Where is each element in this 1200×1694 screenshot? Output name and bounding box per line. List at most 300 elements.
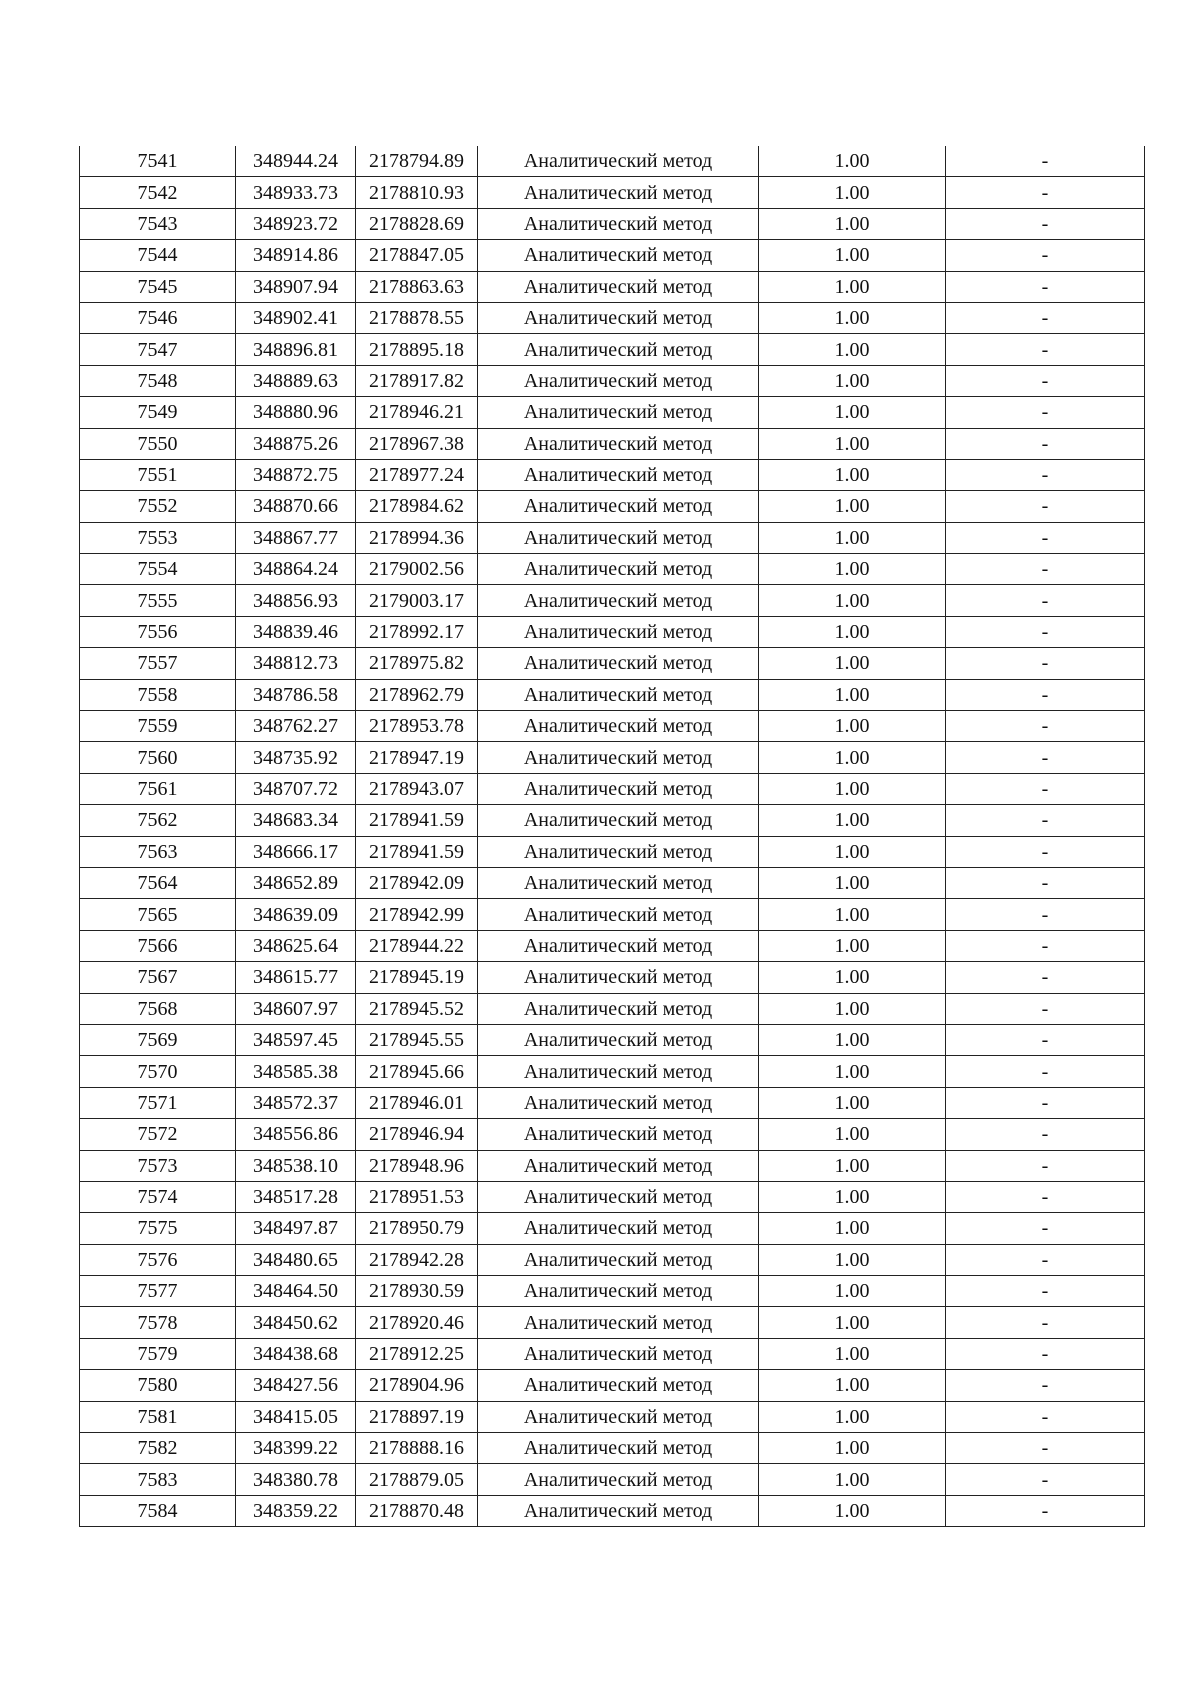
method-cell: Аналитический метод [478, 428, 759, 459]
method-cell: Аналитический метод [478, 554, 759, 585]
table-row [80, 836, 1145, 867]
method-cell: Аналитический метод [478, 805, 759, 836]
y-coordinate-cell: 2178895.18 [356, 334, 478, 365]
accuracy-cell: 1.00 [759, 648, 946, 679]
description-cell: - [946, 208, 1145, 239]
table-row [80, 899, 1145, 930]
y-coordinate-cell: 2178828.69 [356, 208, 478, 239]
y-coordinate-cell: 2178941.59 [356, 836, 478, 867]
point-number-cell: 7576 [80, 1244, 236, 1275]
x-coordinate-cell: 348415.05 [236, 1401, 356, 1432]
description-cell: - [946, 1401, 1145, 1432]
description-cell: - [946, 240, 1145, 271]
x-coordinate-cell: 348683.34 [236, 805, 356, 836]
table-row [80, 930, 1145, 961]
method-cell: Аналитический метод [478, 240, 759, 271]
point-number-cell: 7565 [80, 899, 236, 930]
y-coordinate-cell: 2178941.59 [356, 805, 478, 836]
description-cell: - [946, 1370, 1145, 1401]
description-cell: - [946, 616, 1145, 647]
description-cell: - [946, 146, 1145, 177]
accuracy-cell: 1.00 [759, 899, 946, 930]
method-cell: Аналитический метод [478, 867, 759, 898]
point-number-cell: 7564 [80, 867, 236, 898]
table-row [80, 1024, 1145, 1055]
point-number-cell: 7549 [80, 397, 236, 428]
method-cell: Аналитический метод [478, 1495, 759, 1526]
accuracy-cell: 1.00 [759, 1495, 946, 1526]
y-coordinate-cell: 2178962.79 [356, 679, 478, 710]
x-coordinate-cell: 348464.50 [236, 1276, 356, 1307]
point-number-cell: 7547 [80, 334, 236, 365]
x-coordinate-cell: 348625.64 [236, 930, 356, 961]
y-coordinate-cell: 2178942.99 [356, 899, 478, 930]
accuracy-cell: 1.00 [759, 867, 946, 898]
point-number-cell: 7582 [80, 1433, 236, 1464]
x-coordinate-cell: 348735.92 [236, 742, 356, 773]
point-number-cell: 7552 [80, 491, 236, 522]
accuracy-cell: 1.00 [759, 836, 946, 867]
y-coordinate-cell: 2178943.07 [356, 773, 478, 804]
x-coordinate-cell: 348902.41 [236, 302, 356, 333]
point-number-cell: 7557 [80, 648, 236, 679]
y-coordinate-cell: 2178942.28 [356, 1244, 478, 1275]
point-number-cell: 7543 [80, 208, 236, 239]
y-coordinate-cell: 2178946.21 [356, 397, 478, 428]
point-number-cell: 7573 [80, 1150, 236, 1181]
x-coordinate-cell: 348923.72 [236, 208, 356, 239]
table-row [80, 993, 1145, 1024]
table-row [80, 773, 1145, 804]
x-coordinate-cell: 348880.96 [236, 397, 356, 428]
method-cell: Аналитический метод [478, 836, 759, 867]
y-coordinate-cell: 2179002.56 [356, 554, 478, 585]
table-row [80, 177, 1145, 208]
point-number-cell: 7545 [80, 271, 236, 302]
point-number-cell: 7551 [80, 459, 236, 490]
description-cell: - [946, 742, 1145, 773]
x-coordinate-cell: 348875.26 [236, 428, 356, 459]
table-row [80, 1213, 1145, 1244]
point-number-cell: 7572 [80, 1119, 236, 1150]
method-cell: Аналитический метод [478, 1213, 759, 1244]
method-cell: Аналитический метод [478, 302, 759, 333]
accuracy-cell: 1.00 [759, 1307, 946, 1338]
method-cell: Аналитический метод [478, 711, 759, 742]
x-coordinate-cell: 348399.22 [236, 1433, 356, 1464]
accuracy-cell: 1.00 [759, 930, 946, 961]
description-cell: - [946, 836, 1145, 867]
accuracy-cell: 1.00 [759, 1181, 946, 1212]
point-number-cell: 7560 [80, 742, 236, 773]
description-cell: - [946, 491, 1145, 522]
x-coordinate-cell: 348889.63 [236, 365, 356, 396]
method-cell: Аналитический метод [478, 522, 759, 553]
table-row [80, 491, 1145, 522]
description-cell: - [946, 773, 1145, 804]
description-cell: - [946, 1119, 1145, 1150]
accuracy-cell: 1.00 [759, 1370, 946, 1401]
y-coordinate-cell: 2178897.19 [356, 1401, 478, 1432]
x-coordinate-cell: 348639.09 [236, 899, 356, 930]
point-number-cell: 7575 [80, 1213, 236, 1244]
method-cell: Аналитический метод [478, 962, 759, 993]
description-cell: - [946, 365, 1145, 396]
y-coordinate-cell: 2178912.25 [356, 1338, 478, 1369]
y-coordinate-cell: 2178945.55 [356, 1024, 478, 1055]
table-row [80, 1338, 1145, 1369]
y-coordinate-cell: 2178878.55 [356, 302, 478, 333]
x-coordinate-cell: 348707.72 [236, 773, 356, 804]
accuracy-cell: 1.00 [759, 616, 946, 647]
y-coordinate-cell: 2178904.96 [356, 1370, 478, 1401]
method-cell: Аналитический метод [478, 679, 759, 710]
x-coordinate-cell: 348812.73 [236, 648, 356, 679]
y-coordinate-cell: 2178930.59 [356, 1276, 478, 1307]
coordinates-table-body [80, 146, 1145, 1527]
x-coordinate-cell: 348872.75 [236, 459, 356, 490]
point-number-cell: 7574 [80, 1181, 236, 1212]
description-cell: - [946, 1181, 1145, 1212]
x-coordinate-cell: 348438.68 [236, 1338, 356, 1369]
point-number-cell: 7554 [80, 554, 236, 585]
accuracy-cell: 1.00 [759, 1401, 946, 1432]
point-number-cell: 7555 [80, 585, 236, 616]
x-coordinate-cell: 348380.78 [236, 1464, 356, 1495]
accuracy-cell: 1.00 [759, 240, 946, 271]
point-number-cell: 7562 [80, 805, 236, 836]
point-number-cell: 7548 [80, 365, 236, 396]
description-cell: - [946, 1150, 1145, 1181]
y-coordinate-cell: 2178950.79 [356, 1213, 478, 1244]
method-cell: Аналитический метод [478, 1464, 759, 1495]
description-cell: - [946, 962, 1145, 993]
y-coordinate-cell: 2178863.63 [356, 271, 478, 302]
method-cell: Аналитический метод [478, 930, 759, 961]
description-cell: - [946, 397, 1145, 428]
point-number-cell: 7550 [80, 428, 236, 459]
point-number-cell: 7558 [80, 679, 236, 710]
table-row [80, 742, 1145, 773]
table-row [80, 334, 1145, 365]
point-number-cell: 7571 [80, 1087, 236, 1118]
table-row [80, 302, 1145, 333]
accuracy-cell: 1.00 [759, 1464, 946, 1495]
x-coordinate-cell: 348480.65 [236, 1244, 356, 1275]
description-cell: - [946, 1307, 1145, 1338]
accuracy-cell: 1.00 [759, 805, 946, 836]
table-row [80, 616, 1145, 647]
method-cell: Аналитический метод [478, 1433, 759, 1464]
table-row [80, 208, 1145, 239]
y-coordinate-cell: 2178948.96 [356, 1150, 478, 1181]
point-number-cell: 7584 [80, 1495, 236, 1526]
accuracy-cell: 1.00 [759, 962, 946, 993]
accuracy-cell: 1.00 [759, 554, 946, 585]
table-row [80, 428, 1145, 459]
x-coordinate-cell: 348497.87 [236, 1213, 356, 1244]
y-coordinate-cell: 2178946.01 [356, 1087, 478, 1118]
point-number-cell: 7546 [80, 302, 236, 333]
table-row [80, 867, 1145, 898]
description-cell: - [946, 554, 1145, 585]
description-cell: - [946, 1087, 1145, 1118]
y-coordinate-cell: 2179003.17 [356, 585, 478, 616]
y-coordinate-cell: 2178984.62 [356, 491, 478, 522]
x-coordinate-cell: 348652.89 [236, 867, 356, 898]
accuracy-cell: 1.00 [759, 1119, 946, 1150]
x-coordinate-cell: 348762.27 [236, 711, 356, 742]
y-coordinate-cell: 2178977.24 [356, 459, 478, 490]
y-coordinate-cell: 2178942.09 [356, 867, 478, 898]
method-cell: Аналитический метод [478, 1181, 759, 1212]
table-row [80, 679, 1145, 710]
table-row [80, 271, 1145, 302]
x-coordinate-cell: 348786.58 [236, 679, 356, 710]
x-coordinate-cell: 348597.45 [236, 1024, 356, 1055]
x-coordinate-cell: 348933.73 [236, 177, 356, 208]
description-cell: - [946, 585, 1145, 616]
method-cell: Аналитический метод [478, 177, 759, 208]
accuracy-cell: 1.00 [759, 1024, 946, 1055]
x-coordinate-cell: 348867.77 [236, 522, 356, 553]
x-coordinate-cell: 348359.22 [236, 1495, 356, 1526]
method-cell: Аналитический метод [478, 773, 759, 804]
x-coordinate-cell: 348572.37 [236, 1087, 356, 1118]
x-coordinate-cell: 348864.24 [236, 554, 356, 585]
method-cell: Аналитический метод [478, 648, 759, 679]
point-number-cell: 7563 [80, 836, 236, 867]
table-row [80, 1464, 1145, 1495]
accuracy-cell: 1.00 [759, 491, 946, 522]
description-cell: - [946, 1056, 1145, 1087]
description-cell: - [946, 1213, 1145, 1244]
table-row [80, 365, 1145, 396]
accuracy-cell: 1.00 [759, 177, 946, 208]
x-coordinate-cell: 348907.94 [236, 271, 356, 302]
description-cell: - [946, 1338, 1145, 1369]
y-coordinate-cell: 2178975.82 [356, 648, 478, 679]
method-cell: Аналитический метод [478, 1338, 759, 1369]
method-cell: Аналитический метод [478, 1307, 759, 1338]
accuracy-cell: 1.00 [759, 1338, 946, 1369]
x-coordinate-cell: 348896.81 [236, 334, 356, 365]
accuracy-cell: 1.00 [759, 146, 946, 177]
table-row [80, 1119, 1145, 1150]
y-coordinate-cell: 2178953.78 [356, 711, 478, 742]
accuracy-cell: 1.00 [759, 711, 946, 742]
table-row [80, 805, 1145, 836]
accuracy-cell: 1.00 [759, 585, 946, 616]
accuracy-cell: 1.00 [759, 365, 946, 396]
method-cell: Аналитический метод [478, 1370, 759, 1401]
description-cell: - [946, 805, 1145, 836]
point-number-cell: 7570 [80, 1056, 236, 1087]
accuracy-cell: 1.00 [759, 993, 946, 1024]
method-cell: Аналитический метод [478, 585, 759, 616]
description-cell: - [946, 867, 1145, 898]
table-row [80, 962, 1145, 993]
method-cell: Аналитический метод [478, 1401, 759, 1432]
y-coordinate-cell: 2178945.19 [356, 962, 478, 993]
method-cell: Аналитический метод [478, 616, 759, 647]
point-number-cell: 7559 [80, 711, 236, 742]
method-cell: Аналитический метод [478, 271, 759, 302]
table-row [80, 1495, 1145, 1526]
accuracy-cell: 1.00 [759, 428, 946, 459]
table-row [80, 648, 1145, 679]
point-number-cell: 7556 [80, 616, 236, 647]
method-cell: Аналитический метод [478, 742, 759, 773]
method-cell: Аналитический метод [478, 334, 759, 365]
point-number-cell: 7578 [80, 1307, 236, 1338]
method-cell: Аналитический метод [478, 1150, 759, 1181]
x-coordinate-cell: 348839.46 [236, 616, 356, 647]
y-coordinate-cell: 2178810.93 [356, 177, 478, 208]
accuracy-cell: 1.00 [759, 1213, 946, 1244]
description-cell: - [946, 899, 1145, 930]
y-coordinate-cell: 2178847.05 [356, 240, 478, 271]
accuracy-cell: 1.00 [759, 334, 946, 365]
point-number-cell: 7561 [80, 773, 236, 804]
y-coordinate-cell: 2178870.48 [356, 1495, 478, 1526]
y-coordinate-cell: 2178967.38 [356, 428, 478, 459]
method-cell: Аналитический метод [478, 1024, 759, 1055]
x-coordinate-cell: 348870.66 [236, 491, 356, 522]
method-cell: Аналитический метод [478, 1119, 759, 1150]
accuracy-cell: 1.00 [759, 1244, 946, 1275]
y-coordinate-cell: 2178946.94 [356, 1119, 478, 1150]
y-coordinate-cell: 2178947.19 [356, 742, 478, 773]
accuracy-cell: 1.00 [759, 271, 946, 302]
table-row [80, 1056, 1145, 1087]
x-coordinate-cell: 348615.77 [236, 962, 356, 993]
point-number-cell: 7541 [80, 146, 236, 177]
table-row [80, 1150, 1145, 1181]
accuracy-cell: 1.00 [759, 397, 946, 428]
y-coordinate-cell: 2178944.22 [356, 930, 478, 961]
table-row [80, 554, 1145, 585]
y-coordinate-cell: 2178917.82 [356, 365, 478, 396]
table-row [80, 1370, 1145, 1401]
point-number-cell: 7553 [80, 522, 236, 553]
accuracy-cell: 1.00 [759, 679, 946, 710]
table-row [80, 459, 1145, 490]
description-cell: - [946, 177, 1145, 208]
table-row [80, 1244, 1145, 1275]
accuracy-cell: 1.00 [759, 1276, 946, 1307]
method-cell: Аналитический метод [478, 146, 759, 177]
table-row [80, 146, 1145, 177]
y-coordinate-cell: 2178879.05 [356, 1464, 478, 1495]
description-cell: - [946, 930, 1145, 961]
description-cell: - [946, 1495, 1145, 1526]
accuracy-cell: 1.00 [759, 302, 946, 333]
y-coordinate-cell: 2178920.46 [356, 1307, 478, 1338]
method-cell: Аналитический метод [478, 1056, 759, 1087]
description-cell: - [946, 993, 1145, 1024]
accuracy-cell: 1.00 [759, 1150, 946, 1181]
method-cell: Аналитический метод [478, 459, 759, 490]
point-number-cell: 7583 [80, 1464, 236, 1495]
y-coordinate-cell: 2178994.36 [356, 522, 478, 553]
accuracy-cell: 1.00 [759, 459, 946, 490]
point-number-cell: 7566 [80, 930, 236, 961]
point-number-cell: 7569 [80, 1024, 236, 1055]
table-row [80, 1087, 1145, 1118]
table-row [80, 1401, 1145, 1432]
table-row [80, 585, 1145, 616]
description-cell: - [946, 428, 1145, 459]
description-cell: - [946, 459, 1145, 490]
method-cell: Аналитический метод [478, 1087, 759, 1118]
description-cell: - [946, 1433, 1145, 1464]
x-coordinate-cell: 348944.24 [236, 146, 356, 177]
y-coordinate-cell: 2178945.66 [356, 1056, 478, 1087]
accuracy-cell: 1.00 [759, 773, 946, 804]
description-cell: - [946, 1464, 1145, 1495]
table-row [80, 1307, 1145, 1338]
description-cell: - [946, 648, 1145, 679]
accuracy-cell: 1.00 [759, 1087, 946, 1118]
point-number-cell: 7567 [80, 962, 236, 993]
description-cell: - [946, 271, 1145, 302]
y-coordinate-cell: 2178888.16 [356, 1433, 478, 1464]
x-coordinate-cell: 348556.86 [236, 1119, 356, 1150]
x-coordinate-cell: 348856.93 [236, 585, 356, 616]
x-coordinate-cell: 348538.10 [236, 1150, 356, 1181]
method-cell: Аналитический метод [478, 899, 759, 930]
x-coordinate-cell: 348427.56 [236, 1370, 356, 1401]
table-row [80, 711, 1145, 742]
coordinates-table [79, 146, 1145, 1527]
point-number-cell: 7577 [80, 1276, 236, 1307]
table-row [80, 1181, 1145, 1212]
table-row [80, 1276, 1145, 1307]
accuracy-cell: 1.00 [759, 1056, 946, 1087]
description-cell: - [946, 302, 1145, 333]
point-number-cell: 7568 [80, 993, 236, 1024]
x-coordinate-cell: 348450.62 [236, 1307, 356, 1338]
point-number-cell: 7579 [80, 1338, 236, 1369]
table-row [80, 522, 1145, 553]
point-number-cell: 7581 [80, 1401, 236, 1432]
x-coordinate-cell: 348585.38 [236, 1056, 356, 1087]
method-cell: Аналитический метод [478, 1244, 759, 1275]
method-cell: Аналитический метод [478, 491, 759, 522]
table-row [80, 397, 1145, 428]
point-number-cell: 7542 [80, 177, 236, 208]
x-coordinate-cell: 348914.86 [236, 240, 356, 271]
accuracy-cell: 1.00 [759, 1433, 946, 1464]
point-number-cell: 7544 [80, 240, 236, 271]
description-cell: - [946, 1244, 1145, 1275]
x-coordinate-cell: 348607.97 [236, 993, 356, 1024]
accuracy-cell: 1.00 [759, 208, 946, 239]
method-cell: Аналитический метод [478, 397, 759, 428]
accuracy-cell: 1.00 [759, 522, 946, 553]
accuracy-cell: 1.00 [759, 742, 946, 773]
description-cell: - [946, 522, 1145, 553]
y-coordinate-cell: 2178951.53 [356, 1181, 478, 1212]
method-cell: Аналитический метод [478, 1276, 759, 1307]
table-row [80, 1433, 1145, 1464]
method-cell: Аналитический метод [478, 208, 759, 239]
x-coordinate-cell: 348517.28 [236, 1181, 356, 1212]
x-coordinate-cell: 348666.17 [236, 836, 356, 867]
table-row [80, 240, 1145, 271]
y-coordinate-cell: 2178945.52 [356, 993, 478, 1024]
